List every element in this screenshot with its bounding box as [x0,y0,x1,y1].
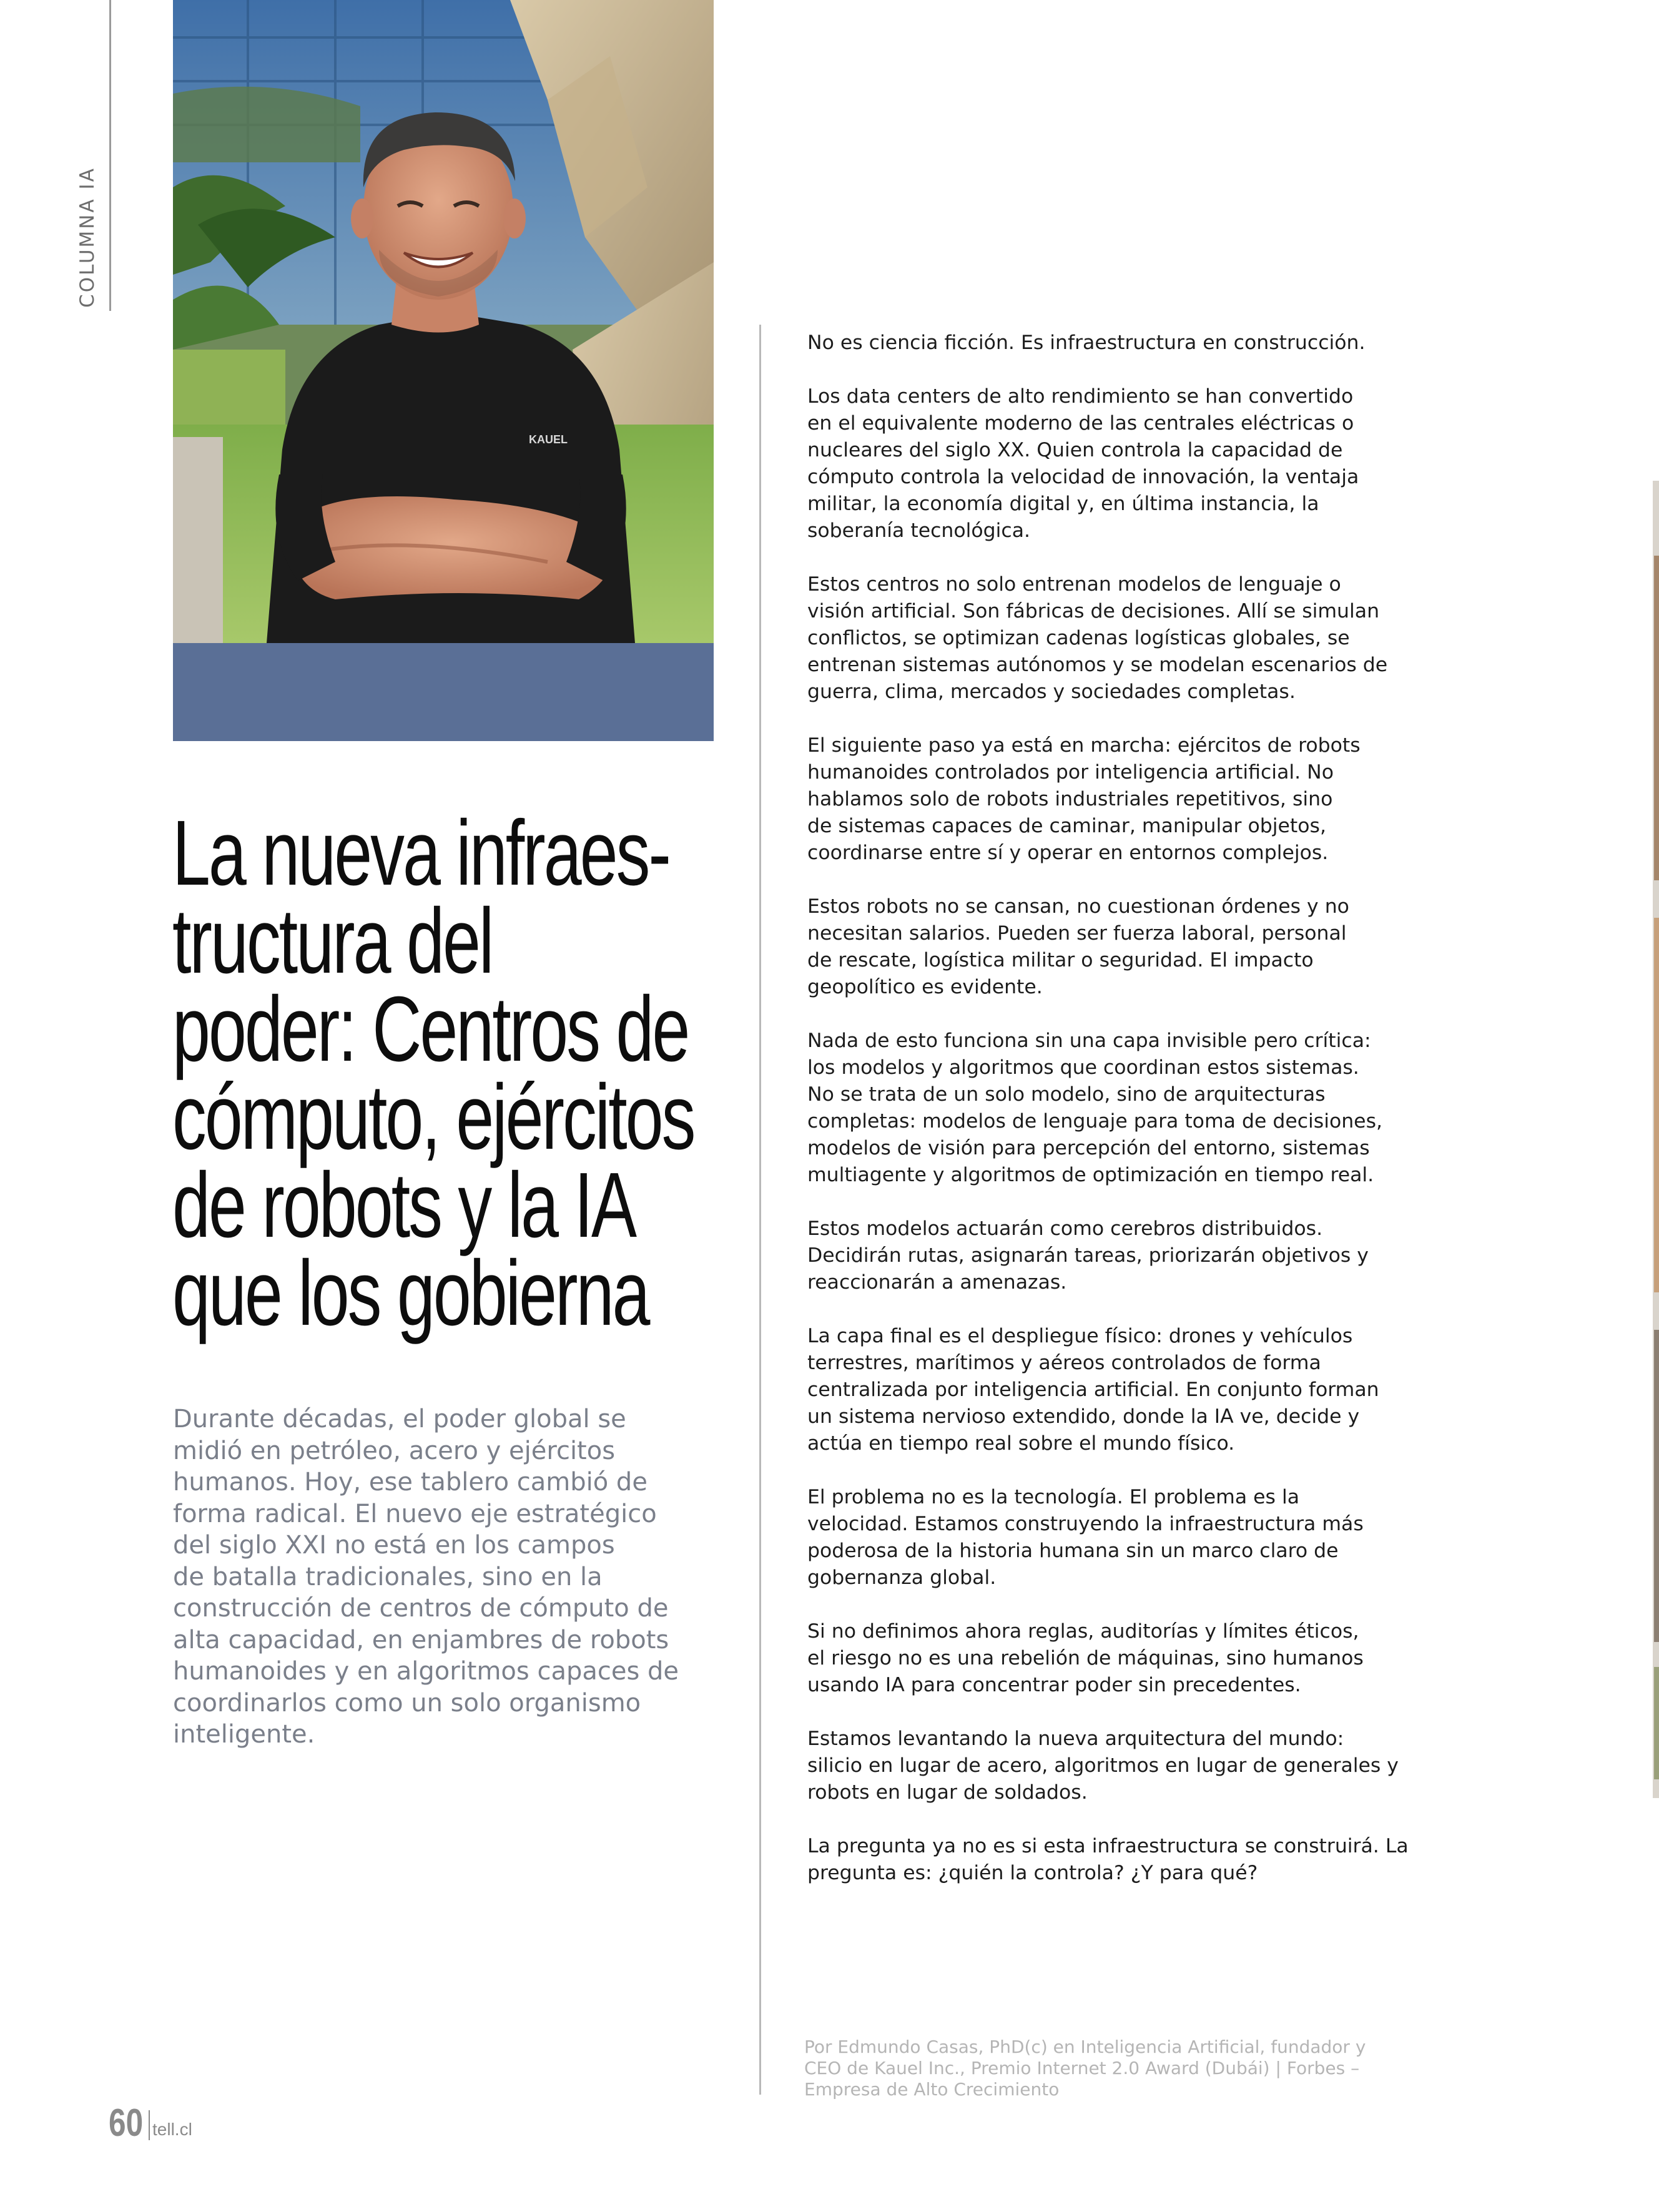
body-line: Estamos levantando la nueva arquitectura del mundo: [807,1728,1344,1750]
article-headline [172,802,694,1345]
lead-line: inteligente. [173,1720,315,1749]
body-line: cómputo controla la velocidad de innovación, la ventaja [807,466,1359,488]
body-line: No se trata de un solo modelo, sino de arquitecturas [807,1083,1326,1106]
headline-line: que los gobierna [172,1242,649,1345]
byline-line: Por Edmundo Casas, PhD(c) en Inteligencia Artificial, fundador y [804,2037,1366,2057]
body-line: silicio en lugar de acero, algoritmos en lugar de generales y [807,1754,1399,1777]
lead-line: Durante décadas, el poder global se [173,1405,626,1433]
body-line: La pregunta ya no es si esta infraestructura se construirá. La [807,1835,1409,1857]
body-line: No es ciencia ficción. Es infraestructura en construcción. [807,332,1366,354]
body-line: multiagente y algoritmos de optimización en tiempo real. [807,1164,1374,1186]
body-line: usando IA para concentrar poder sin precedentes. [807,1674,1301,1696]
lead-line: del siglo XXI no está en los campos [173,1531,615,1560]
body-paragraph [807,1216,1407,1296]
byline-line: Empresa de Alto Crecimiento [804,2079,1060,2100]
headline-line: de robots y la IA [172,1154,636,1257]
body-line: nucleares del siglo XX. Quien controla la capacidad de [807,439,1343,461]
body-line: reaccionarán a amenazas. [807,1271,1067,1294]
photo-caption-band [173,643,714,741]
body-line: geopolítico es evidente. [807,976,1043,998]
body-line: entrenan sistemas autónomos y se modelan escenarios de [807,654,1388,676]
article-byline [804,2037,1404,2100]
body-line: actúa en tiempo real sobre el mundo físico. [807,1432,1235,1455]
body-paragraph [807,383,1407,544]
body-line: los modelos y algoritmos que coordinan estos sistemas. [807,1056,1359,1079]
shirt-logo: KAUEL [529,433,568,446]
body-line: coordinarse entre sí y operar en entornos complejos. [807,842,1329,864]
lead-line: humanoides y en algoritmos capaces de [173,1657,679,1686]
lead-line: coordinarlos como un solo organismo [173,1688,641,1718]
body-line: poderosa de la historia humana sin un marco claro de [807,1540,1339,1562]
headline-line: poder: Centros de [172,978,689,1081]
body-line: modelos de visión para percepción del entorno, sistemas [807,1137,1370,1159]
body-paragraph [807,1618,1407,1699]
body-paragraph [807,732,1407,867]
body-line: de sistemas capaces de caminar, manipular objetos, [807,815,1326,837]
body-line: centralizada por inteligencia artificial. En conjunto forman [807,1379,1379,1401]
body-line: Estos modelos actuarán como cerebros distribuidos. [807,1217,1323,1240]
body-line: Decidirán rutas, asignarán tareas, priorizarán objetivos y [807,1244,1369,1267]
body-line: conflictos, se optimizan cadenas logísticas globales, se [807,627,1350,649]
author-photo [173,0,714,643]
body-line: Si no definimos ahora reglas, auditorías y límites éticos, [807,1620,1359,1643]
lead-line: forma radical. El nuevo eje estratégico [173,1499,657,1528]
page-number: 60 [109,2101,144,2145]
adjacent-page-edge [1653,481,1659,1798]
body-paragraph [807,1833,1407,1887]
body-line: La capa final es el despliegue físico: drones y vehículos [807,1325,1353,1347]
body-paragraph [807,1028,1407,1189]
article-lead [173,1403,691,1751]
body-paragraph [807,571,1407,705]
body-line: El siguiente paso ya está en marcha: ejércitos de robots [807,734,1361,757]
lead-line: construcción de centros de cómputo de [173,1594,669,1623]
body-line: terrestres, marítimos y aéreos controlados de forma [807,1352,1321,1374]
footer-divider [149,2110,150,2140]
body-line: velocidad. Estamos construyendo la infraestructura más [807,1513,1364,1535]
body-line: pregunta es: ¿quién la controla? ¿Y para qué? [807,1862,1258,1884]
body-line: de rescate, logística militar o seguridad. El impacto [807,949,1314,971]
headline-line: tructura del [172,890,493,993]
body-line: Nada de esto funciona sin una capa invisible pero crítica: [807,1030,1371,1052]
body-paragraph [807,1726,1407,1806]
body-line: Estos robots no se cansan, no cuestionan órdenes y no [807,895,1349,918]
lead-line: midió en petróleo, acero y ejércitos [173,1436,616,1465]
article-body [807,330,1407,1914]
body-line: hablamos solo de robots industriales repetitivos, sino [807,788,1333,810]
section-tag-rule [109,0,111,311]
body-line: soberanía tecnológica. [807,519,1031,542]
site-name: tell.cl [152,2120,192,2139]
body-line: militar, la economía digital y, en última instancia, la [807,493,1319,515]
body-paragraph [807,893,1407,1001]
body-line: el riesgo no es una rebelión de máquinas, sino humanos [807,1647,1364,1669]
body-line: en el equivalente moderno de las centrales eléctricas o [807,412,1354,435]
section-tag-label: COLUMNA IA [76,167,99,308]
body-line: El problema no es la tecnología. El problema es la [807,1486,1300,1508]
body-line: Estos centros no solo entrenan modelos de lenguaje o [807,573,1341,596]
body-line: gobernanza global. [807,1566,997,1589]
headline-line: cómputo, ejércitos [172,1066,694,1169]
lead-line: alta capacidad, en enjambres de robots [173,1625,669,1654]
column-divider [759,325,761,2095]
headline-line: La nueva infraes- [172,802,669,905]
body-line: necesitan salarios. Pueden ser fuerza laboral, personal [807,922,1347,945]
body-paragraph [807,1484,1407,1591]
body-line: Los data centers de alto rendimiento se han convertido [807,385,1354,408]
body-line: guerra, clima, mercados y sociedades completas. [807,681,1296,703]
body-line: robots en lugar de soldados. [807,1781,1088,1804]
page-footer [109,2099,192,2143]
body-line: un sistema nervioso extendido, donde la IA ve, decide y [807,1405,1360,1428]
lead-line: humanos. Hoy, ese tablero cambió de [173,1468,647,1497]
body-paragraph [807,1323,1407,1457]
body-line: visión artificial. Son fábricas de decisiones. Allí se simulan [807,600,1380,622]
body-line: humanoides controlados por inteligencia artificial. No [807,761,1334,784]
body-paragraph [807,330,1407,356]
body-line: completas: modelos de lenguaje para toma de decisiones, [807,1110,1382,1133]
lead-line: de batalla tradicionales, sino en la [173,1562,603,1591]
section-tag [74,162,101,312]
byline-line: CEO de Kauel Inc., Premio Internet 2.0 Award (Dubái) | Forbes – [804,2058,1360,2078]
